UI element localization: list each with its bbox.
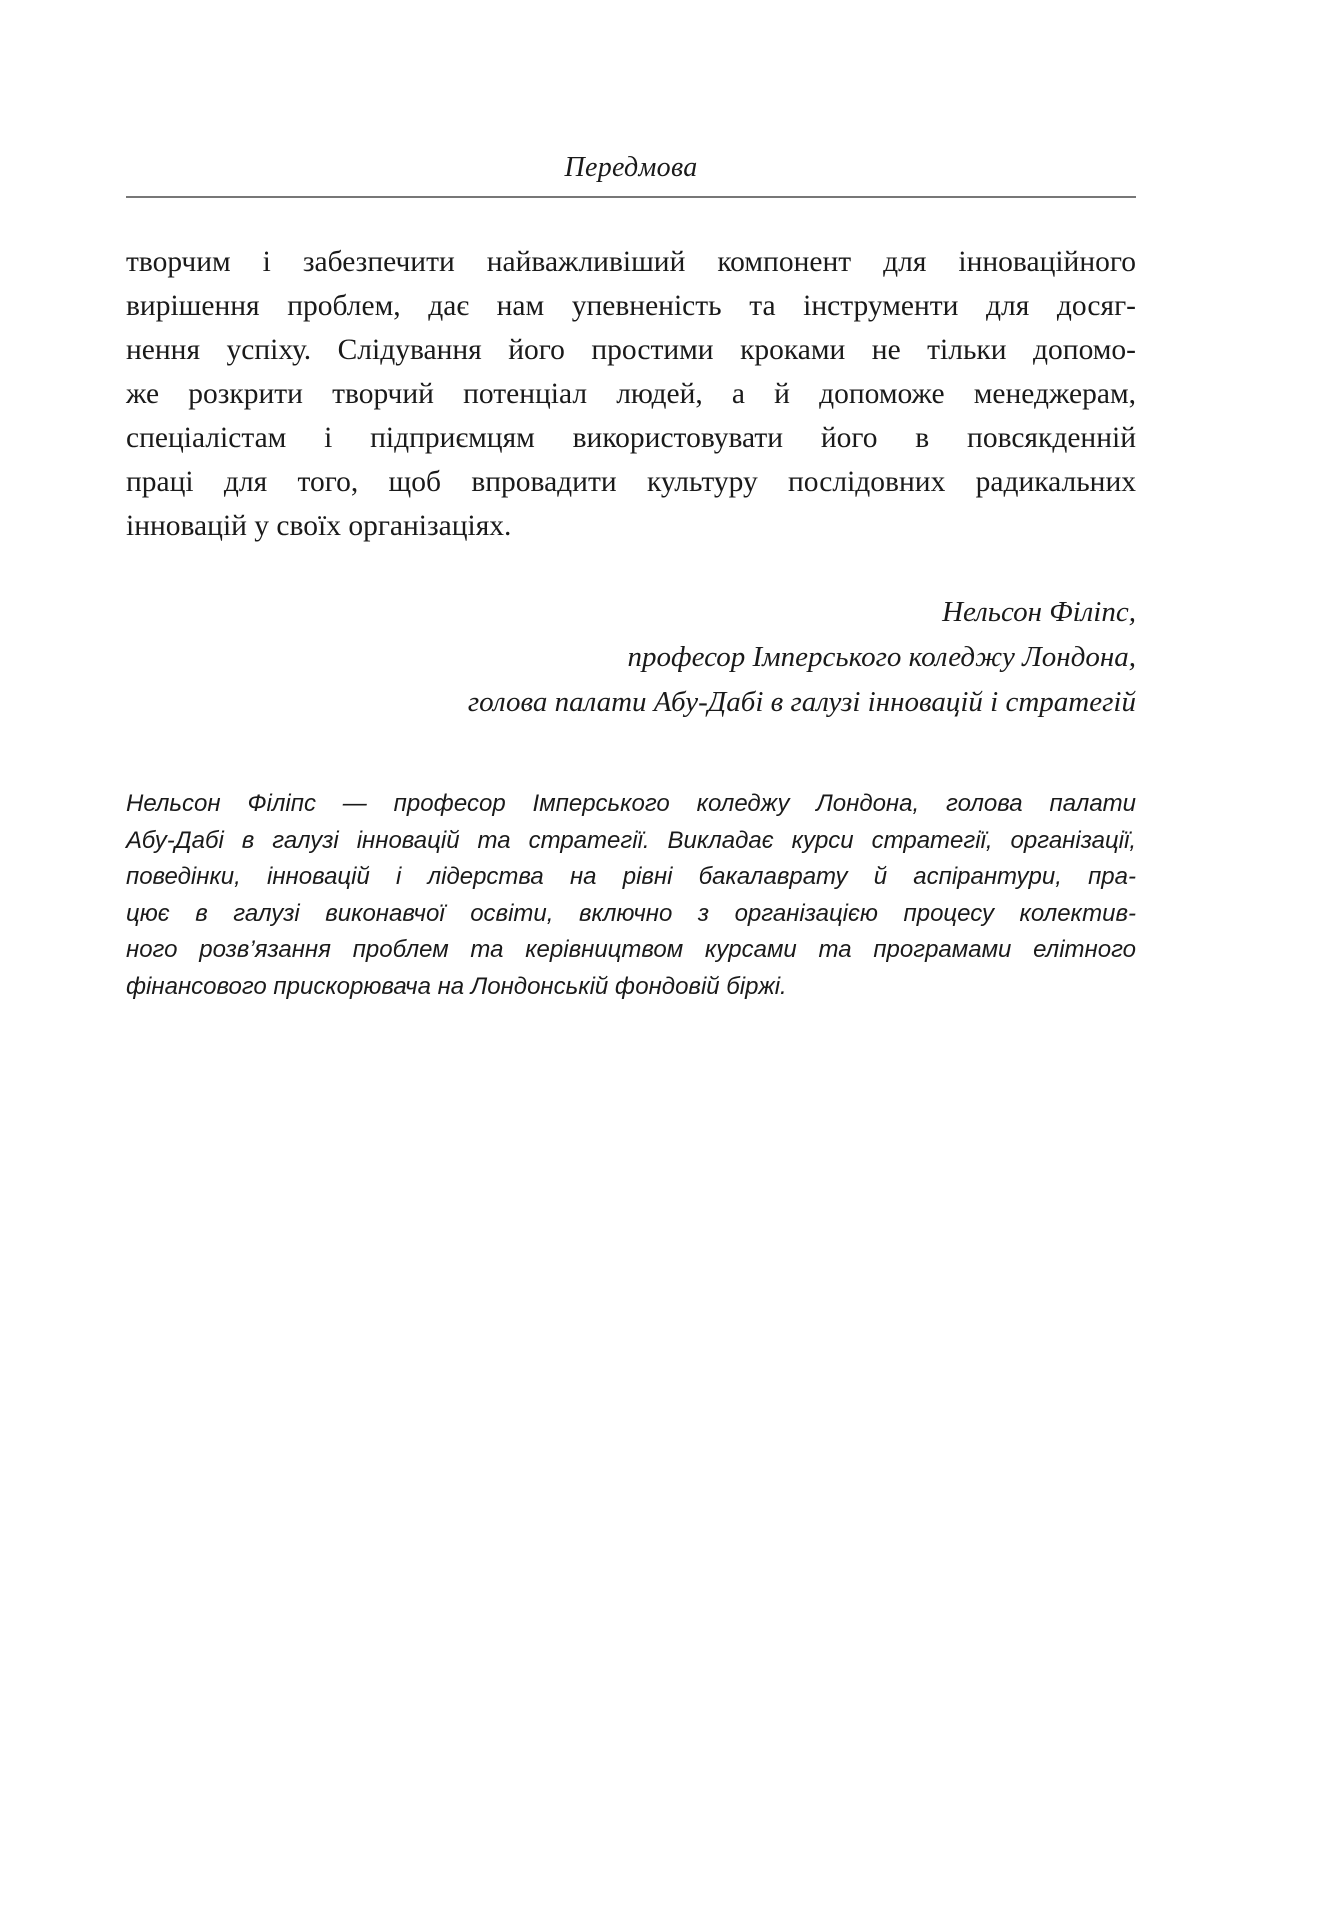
attribution-role: голова палати Абу-Дабі в галузі інновацій і стратегій [467, 686, 1136, 718]
body-line: нення успіху. Слідування його простими кроками не тільки допомо- [126, 334, 1136, 366]
body-line: же розкрити творчий потенціал людей, а й допоможе менеджерам, [126, 378, 1136, 410]
bio-line: цює в галузі виконавчої освіти, включно з організацією процесу колектив- [126, 899, 1136, 927]
bio-line: поведінки, інновацій і лідерства на рівні бакалаврату й аспірантури, пра- [126, 863, 1136, 890]
attribution-name: Нельсон Філіпс, [942, 596, 1136, 628]
bio-line: фінансового прискорювача на Лондонській фондовій біржі. [126, 972, 787, 1000]
body-line: вирішення проблем, дає нам упевненість та інструменти для досяг- [126, 290, 1136, 322]
attribution-block [468, 590, 1136, 725]
running-head: Передмова [564, 152, 698, 183]
author-bio [126, 786, 1136, 1005]
body-line: творчим і забезпечити найважливіший компонент для інноваційного [126, 246, 1136, 278]
body-line: інновацій у своїх організаціях. [126, 510, 512, 542]
body-line: спеціалістам і підприємцям використовувати його в повсякденній [126, 422, 1136, 454]
attribution-title: професор Імперського коледжу Лондона, [627, 641, 1136, 673]
bio-line: ного розв’язання проблем та керівництвом курсами та програмами елітного [126, 936, 1136, 963]
bio-line: Абу-Дабі в галузі інновацій та стратегії. Викладає курси стратегії, організації, [126, 826, 1136, 854]
body-paragraph [126, 240, 1136, 548]
body-line: праці для того, щоб впровадити культуру послідовних радикальних [126, 466, 1136, 498]
header-rule [126, 196, 1136, 198]
bio-line: Нельсон Філіпс — професор Імперського коледжу Лондона, голова палати [126, 790, 1136, 817]
